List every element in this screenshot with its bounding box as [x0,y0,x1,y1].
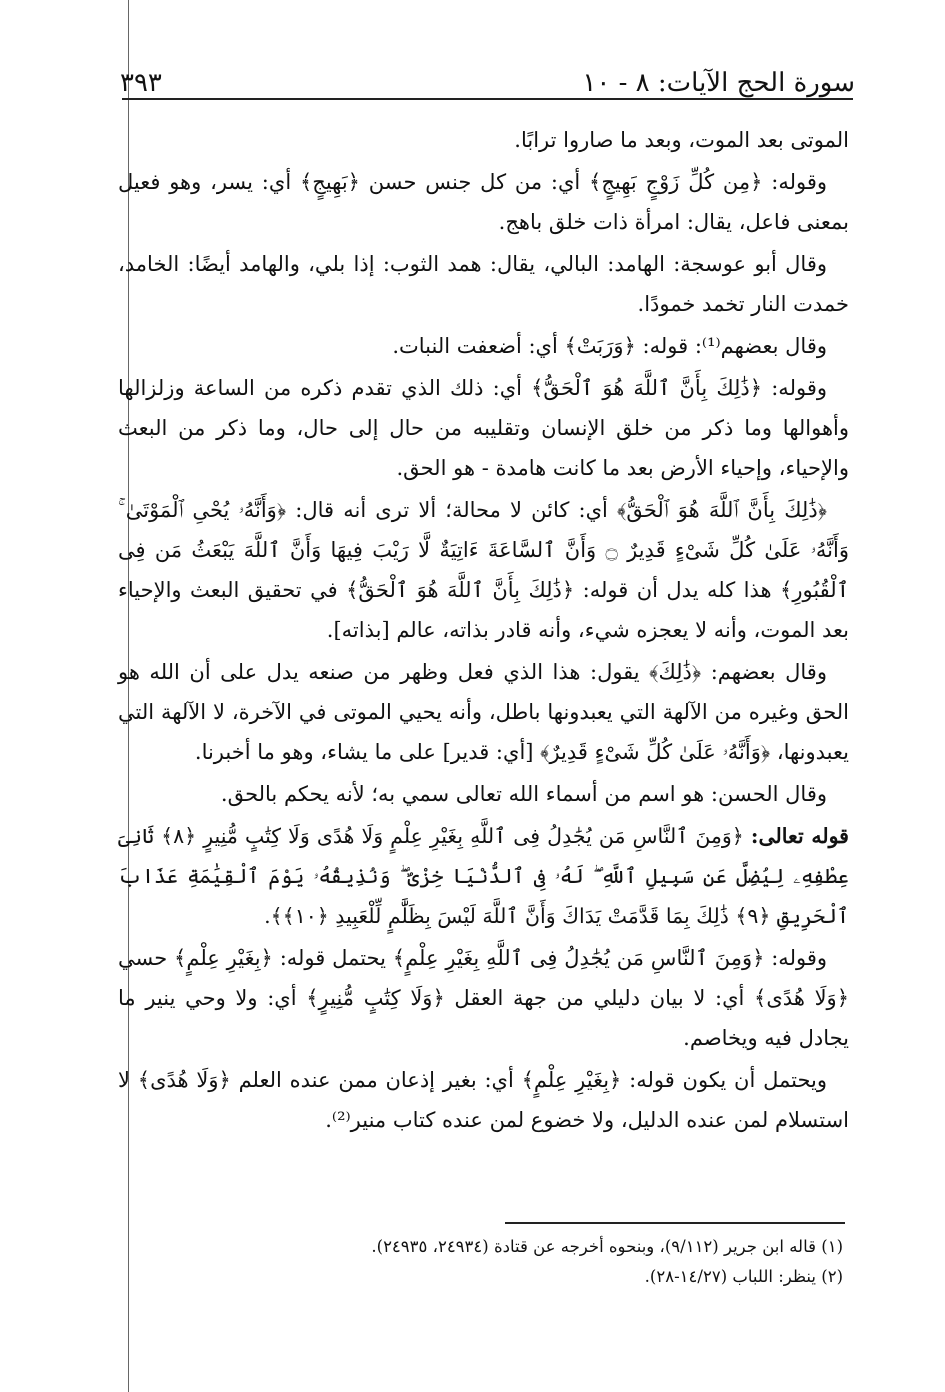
verse-label: قوله تعالى: [750,824,849,848]
paragraph: وقال بعضهم: ﴿ذَٰلِكَ﴾ يقول: هذا الذي فعل وظهر من صنعه يدل على أن الله هو الحق وغيره من الآلهة التي يعبدونها باطل، وأنه يحيي الموتى في الآخرة، لا الآلهة التي يعبدونها، ﴿وَأَنَّهُۥ عَلَىٰ كُلِّ شَىْءٍ قَدِيرٌ﴾ [أي: قدير] على ما يشاء، وهو ما أخبرنا. [118,660,849,764]
paragraph: وقال أبو عوسجة: الهامد: البالي، يقال: همد الثوب: إذا بلي، والهامد أيضًا: الخامد، خمدت النار تخمد خمودًا. [118,252,849,316]
verse-block [118,816,849,936]
paragraph: وقال الحسن: هو اسم من أسماء الله تعالى سمي به؛ لأنه يحكم بالحق. [220,782,827,806]
body-text [118,120,849,1142]
paragraph: ﴿ذَٰلِكَ بِأَنَّ ٱللَّهَ هُوَ ٱلْحَقُّ﴾ أي: كائن لا محالة؛ ألا ترى أنه قال: ﴿وَأَنَّهُۥ يُحْىِ ٱلْمَوْتَىٰ ۚ وَأَنَّهُۥ عَلَىٰ كُلِّ شَىْءٍ قَدِيرٌ ۝ وَأَنَّ ٱلسَّاعَةَ ءَاتِيَةٌ لَّا رَيْبَ فِيهَا وَأَنَّ ٱللَّهَ يَبْعَثُ مَن فِى ٱلْقُبُورِ﴾ هذا كله يدل أن قوله: ﴿ذَٰلِكَ بِأَنَّ ٱللَّهَ هُوَ ٱلْحَقُّ﴾ في تحقيق البعث والإحياء بعد الموت، وأنه لا يعجزه شيء، وأنه قادر بذاته، عالم [بذاته]. [118,498,849,642]
page-number: ٣٩٣ [120,68,162,98]
footnote-rule [505,1222,845,1224]
paragraph: وقوله: ﴿وَمِنَ ٱلنَّاسِ مَن يُجَٰدِلُ فِى ٱللَّهِ بِغَيْرِ عِلْمٍ﴾ يحتمل قوله: ﴿بِغَيْرِ عِلْمٍ﴾ حسي ﴿وَلَا هُدًى﴾ أي: لا بيان دليلي من جهة العقل ﴿وَلَا كِتَٰبٍ مُّنِيرٍ﴾ أي: ولا وحي ينير ما يجادل فيه ويخاصم. [118,946,849,1050]
paragraph: وقوله: ﴿ذَٰلِكَ بِأَنَّ ٱللَّهَ هُوَ ٱلْحَقُّ﴾ أي: ذلك الذي تقدم ذكره من الساعة وزلزالها وأهوالها وما ذكر من خلق الإنسان وتقليبه من حال إلى حال، وما ذكر من البعث والإحياء، وإحياء الأرض بعد ما كانت هامدة - هو الحق. [118,376,849,480]
paragraph: الموتى بعد الموت، وبعد ما صاروا ترابًا. [514,128,849,152]
paragraph: ويحتمل أن يكون قوله: ﴿بِغَيْرِ عِلْمٍ﴾ أي: بغير إذعان ممن عنده العلم ﴿وَلَا هُدًى﴾ لا استسلام لمن عنده الدليل، ولا خضوع لمن عنده كتاب منير⁽²⁾. [118,1068,849,1132]
header-rule [122,98,853,100]
verse-text: ﴿وَمِنَ ٱلنَّاسِ مَن يُجَٰدِلُ فِى ٱللَّهِ بِغَيْرِ عِلْمٍ وَلَا هُدًى وَلَا كِتَٰبٍ مُّنِيرٍ ﴿٨﴾ ثَانِىَ عِطْفِهِۦ لِيُضِلَّ عَن سَبِيلِ ٱللَّهِ ۖ لَهُۥ فِى ٱلدُّنْيَا خِزْىٌ ۖ وَنُذِيقُهُۥ يَوْمَ ٱلْقِيَٰمَةِ عَذَابَ ٱلْحَرِيقِ ﴿٩﴾ ذَٰلِكَ بِمَا قَدَّمَتْ يَدَاكَ وَأَنَّ ٱللَّهَ لَيْسَ بِظَلَّٰمٍ لِّلْعَبِيدِ ﴿١٠﴾﴾. [118,824,849,928]
footnotes [118,1232,849,1292]
footnote: (٢) ينظر: اللباب (١٤/٢٧-٢٨). [644,1267,843,1286]
footnote: (١) قاله ابن جرير (٩/١١٢)، وبنحوه أخرجه عن قتادة (٢٤٩٣٤، ٢٤٩٣٥). [371,1237,843,1256]
paragraph: وقوله: ﴿مِن كُلِّ زَوْجٍ بَهِيجٍ﴾ أي: من كل جنس حسن ﴿بَهِيجٍ﴾ أي: يسر، وهو فعيل بمعنى فاعل، يقال: امرأة ذات خلق باهج. [118,170,849,234]
paragraph: وقال بعضهم⁽¹⁾: قوله: ﴿وَرَبَتْ﴾ أي: أضعفت النبات. [392,334,827,358]
running-title: سورة الحج الآيات: ٨ - ١٠ [582,68,855,98]
page-header [120,58,855,98]
